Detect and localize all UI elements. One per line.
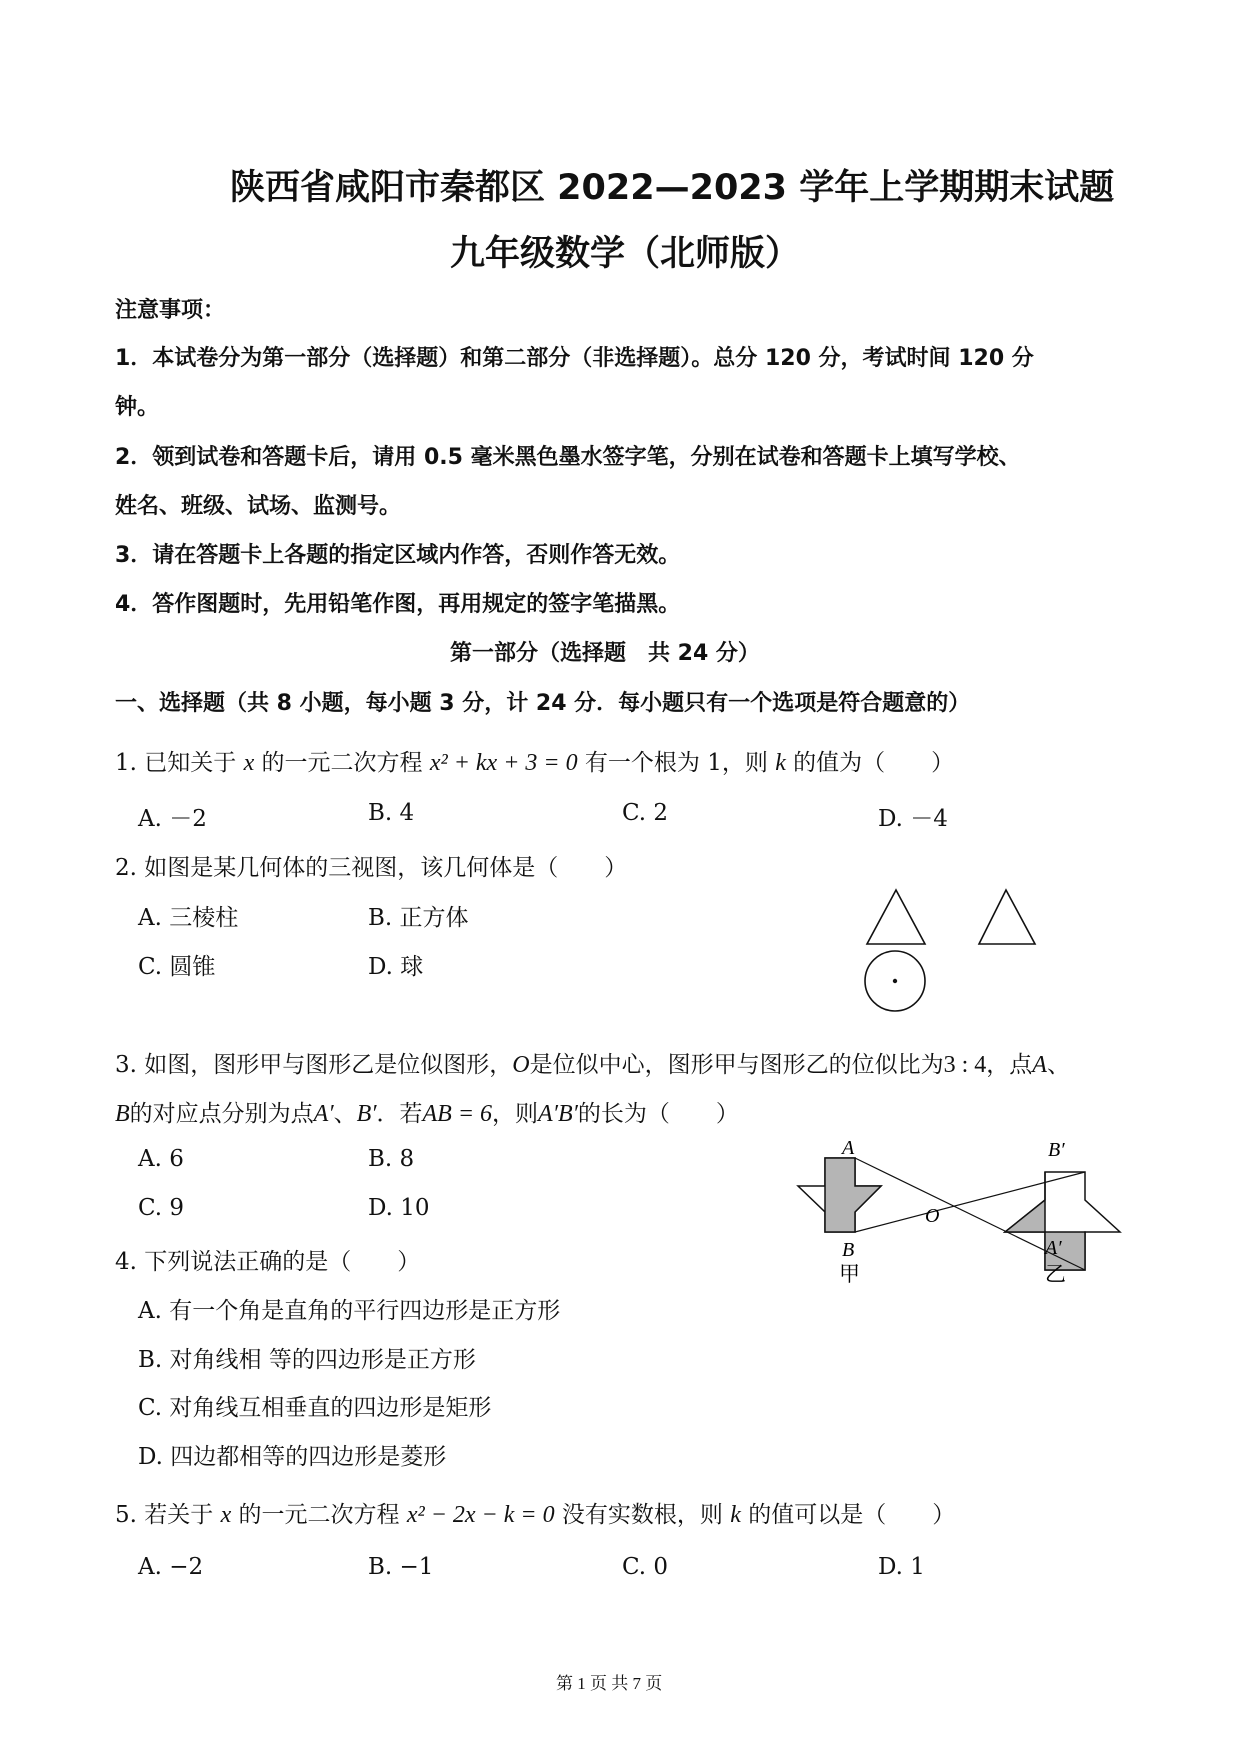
- q5-option-d: D. 1: [878, 1554, 925, 1580]
- question-1: [115, 744, 954, 777]
- q1-mid2: 有一个根为 1，则: [584, 750, 768, 776]
- q3-var-a: A: [1032, 1052, 1047, 1078]
- q4-option-d: D. 四边都相等的四边形是菱形: [138, 1444, 447, 1470]
- q5-mid2: 没有实数根，则: [561, 1502, 723, 1528]
- notice-item-3: 3．请在答题卡上各题的指定区域内作答，否则作答无效。: [115, 543, 681, 568]
- q3-text-2: 是位似中心，图形甲与图形乙的位似比为: [529, 1052, 944, 1078]
- q5-var-k: k: [730, 1502, 741, 1528]
- q3-option-c: C. 9: [138, 1195, 185, 1221]
- q1-mid: 的一元二次方程: [261, 750, 423, 776]
- q3-option-d: D. 10: [368, 1195, 430, 1221]
- title-line-2: 九年级数学（北师版）: [450, 234, 801, 274]
- question-2: 2. 如图是某几何体的三视图，该几何体是（ ）: [115, 855, 628, 881]
- notice-item-2b: 姓名、班级、试场、监测号。: [115, 494, 402, 519]
- q3-var-apbp: A′B′: [538, 1101, 578, 1127]
- q4-option-b: B. 对角线相 等的四边形是正方形: [138, 1347, 476, 1373]
- question-3-line-2: [115, 1095, 739, 1128]
- top-view-center-dot: [893, 979, 897, 983]
- question-5: [115, 1496, 955, 1529]
- homothety-figure: [795, 1130, 1135, 1295]
- q3-option-b: B. 8: [368, 1146, 415, 1172]
- q1-var-x: x: [243, 750, 255, 776]
- q5-option-c: C. 0: [622, 1554, 669, 1580]
- q2-option-c: C. 圆锥: [138, 954, 216, 980]
- q2-option-d: D. 球: [368, 954, 424, 980]
- figure-label-o: O: [925, 1205, 940, 1227]
- q3-var-o: O: [512, 1052, 530, 1078]
- q1-option-d: D. －4: [878, 806, 948, 832]
- q1-prefix: 1. 已知关于: [115, 750, 237, 776]
- q3-text-5: 的对应点分别为点: [129, 1101, 314, 1127]
- q3-text-3: ，点: [986, 1052, 1033, 1078]
- figure-label-b: B: [842, 1239, 855, 1261]
- q1-option-c: C. 2: [622, 800, 669, 826]
- q1-suffix: 的值为（ ）: [793, 750, 955, 776]
- q5-option-a: A. −2: [138, 1554, 204, 1580]
- q5-suffix: 的值可以是（ ）: [748, 1502, 956, 1528]
- page-footer: 第 1 页 共 7 页: [556, 1674, 663, 1693]
- q2-option-a: A. 三棱柱: [138, 905, 239, 931]
- q3-text-8: ，则: [492, 1101, 539, 1127]
- q3-text-4: 、: [1046, 1052, 1070, 1078]
- q3-ab-equation: AB = 6: [422, 1101, 493, 1127]
- q4-option-a: A. 有一个角是直角的平行四边形是正方形: [138, 1298, 561, 1324]
- q5-mid: 的一元二次方程: [238, 1502, 400, 1528]
- q1-var-k: k: [775, 750, 786, 776]
- q3-text-9: 的长为（ ）: [577, 1101, 739, 1127]
- figure-jia-shaded: [825, 1158, 881, 1232]
- q1-option-a: A. －2: [138, 806, 207, 832]
- front-view-triangle: [867, 890, 925, 944]
- figure-label-a: A: [842, 1137, 855, 1159]
- question-3-line-1: [115, 1046, 1070, 1079]
- q3-text-1: 3. 如图，图形甲与图形乙是位似图形，: [115, 1052, 513, 1078]
- q3-option-a: A. 6: [138, 1146, 184, 1172]
- q3-var-b: B: [115, 1101, 130, 1127]
- q3-text-7: ．若: [376, 1101, 423, 1127]
- notice-item-4: 4．答作图题时，先用铅笔作图，再用规定的签字笔描黑。: [115, 592, 681, 617]
- question-4: 4. 下列说法正确的是（ ）: [115, 1249, 421, 1275]
- figure-label-b-prime: B′: [1048, 1139, 1065, 1161]
- notice-item-2a: 2．领到试卷和答题卡后，请用 0.5 毫米黑色墨水签字笔，分别在试卷和答题卡上填写学校、: [115, 445, 1021, 470]
- q5-option-b: B. −1: [368, 1554, 434, 1580]
- figure-label-jia: 甲: [839, 1262, 860, 1286]
- q3-text-6: 、: [333, 1101, 357, 1127]
- part1-heading: 第一部分（选择题 共 24 分）: [450, 641, 760, 666]
- q1-option-b: B. 4: [368, 800, 415, 826]
- q4-option-c: C. 对角线互相垂直的四边形是矩形: [138, 1395, 492, 1421]
- title-line-1: 陕西省咸阳市秦都区 2022—2023 学年上学期期末试题: [230, 168, 1115, 208]
- q3-var-b-prime: B′: [356, 1101, 377, 1127]
- side-view-triangle: [979, 890, 1035, 944]
- q3-var-a-prime: A′: [313, 1101, 334, 1127]
- section1-heading: 一、选择题（共 8 小题，每小题 3 分，计 24 分．每小题只有一个选项是符合题意的）: [115, 691, 971, 716]
- q5-prefix: 5. 若关于: [115, 1502, 214, 1528]
- notice-item-1a: 1．本试卷分为第一部分（选择题）和第二部分（非选择题）。总分 120 分，考试时间 120 分: [115, 346, 1034, 371]
- figure-label-yi: 乙: [1045, 1262, 1066, 1286]
- notice-item-1b: 钟。: [115, 395, 160, 420]
- figure-label-a-prime: A′: [1045, 1237, 1062, 1259]
- q2-option-b: B. 正方体: [368, 905, 469, 931]
- q5-var-x: x: [220, 1502, 232, 1528]
- q1-equation: x² + kx + 3 = 0: [429, 750, 578, 776]
- q3-ratio: 3 : 4: [943, 1052, 987, 1078]
- notice-heading: 注意事项：: [115, 298, 226, 323]
- three-views-figure: [855, 885, 1055, 1015]
- q5-equation: x² − 2x − k = 0: [406, 1502, 555, 1528]
